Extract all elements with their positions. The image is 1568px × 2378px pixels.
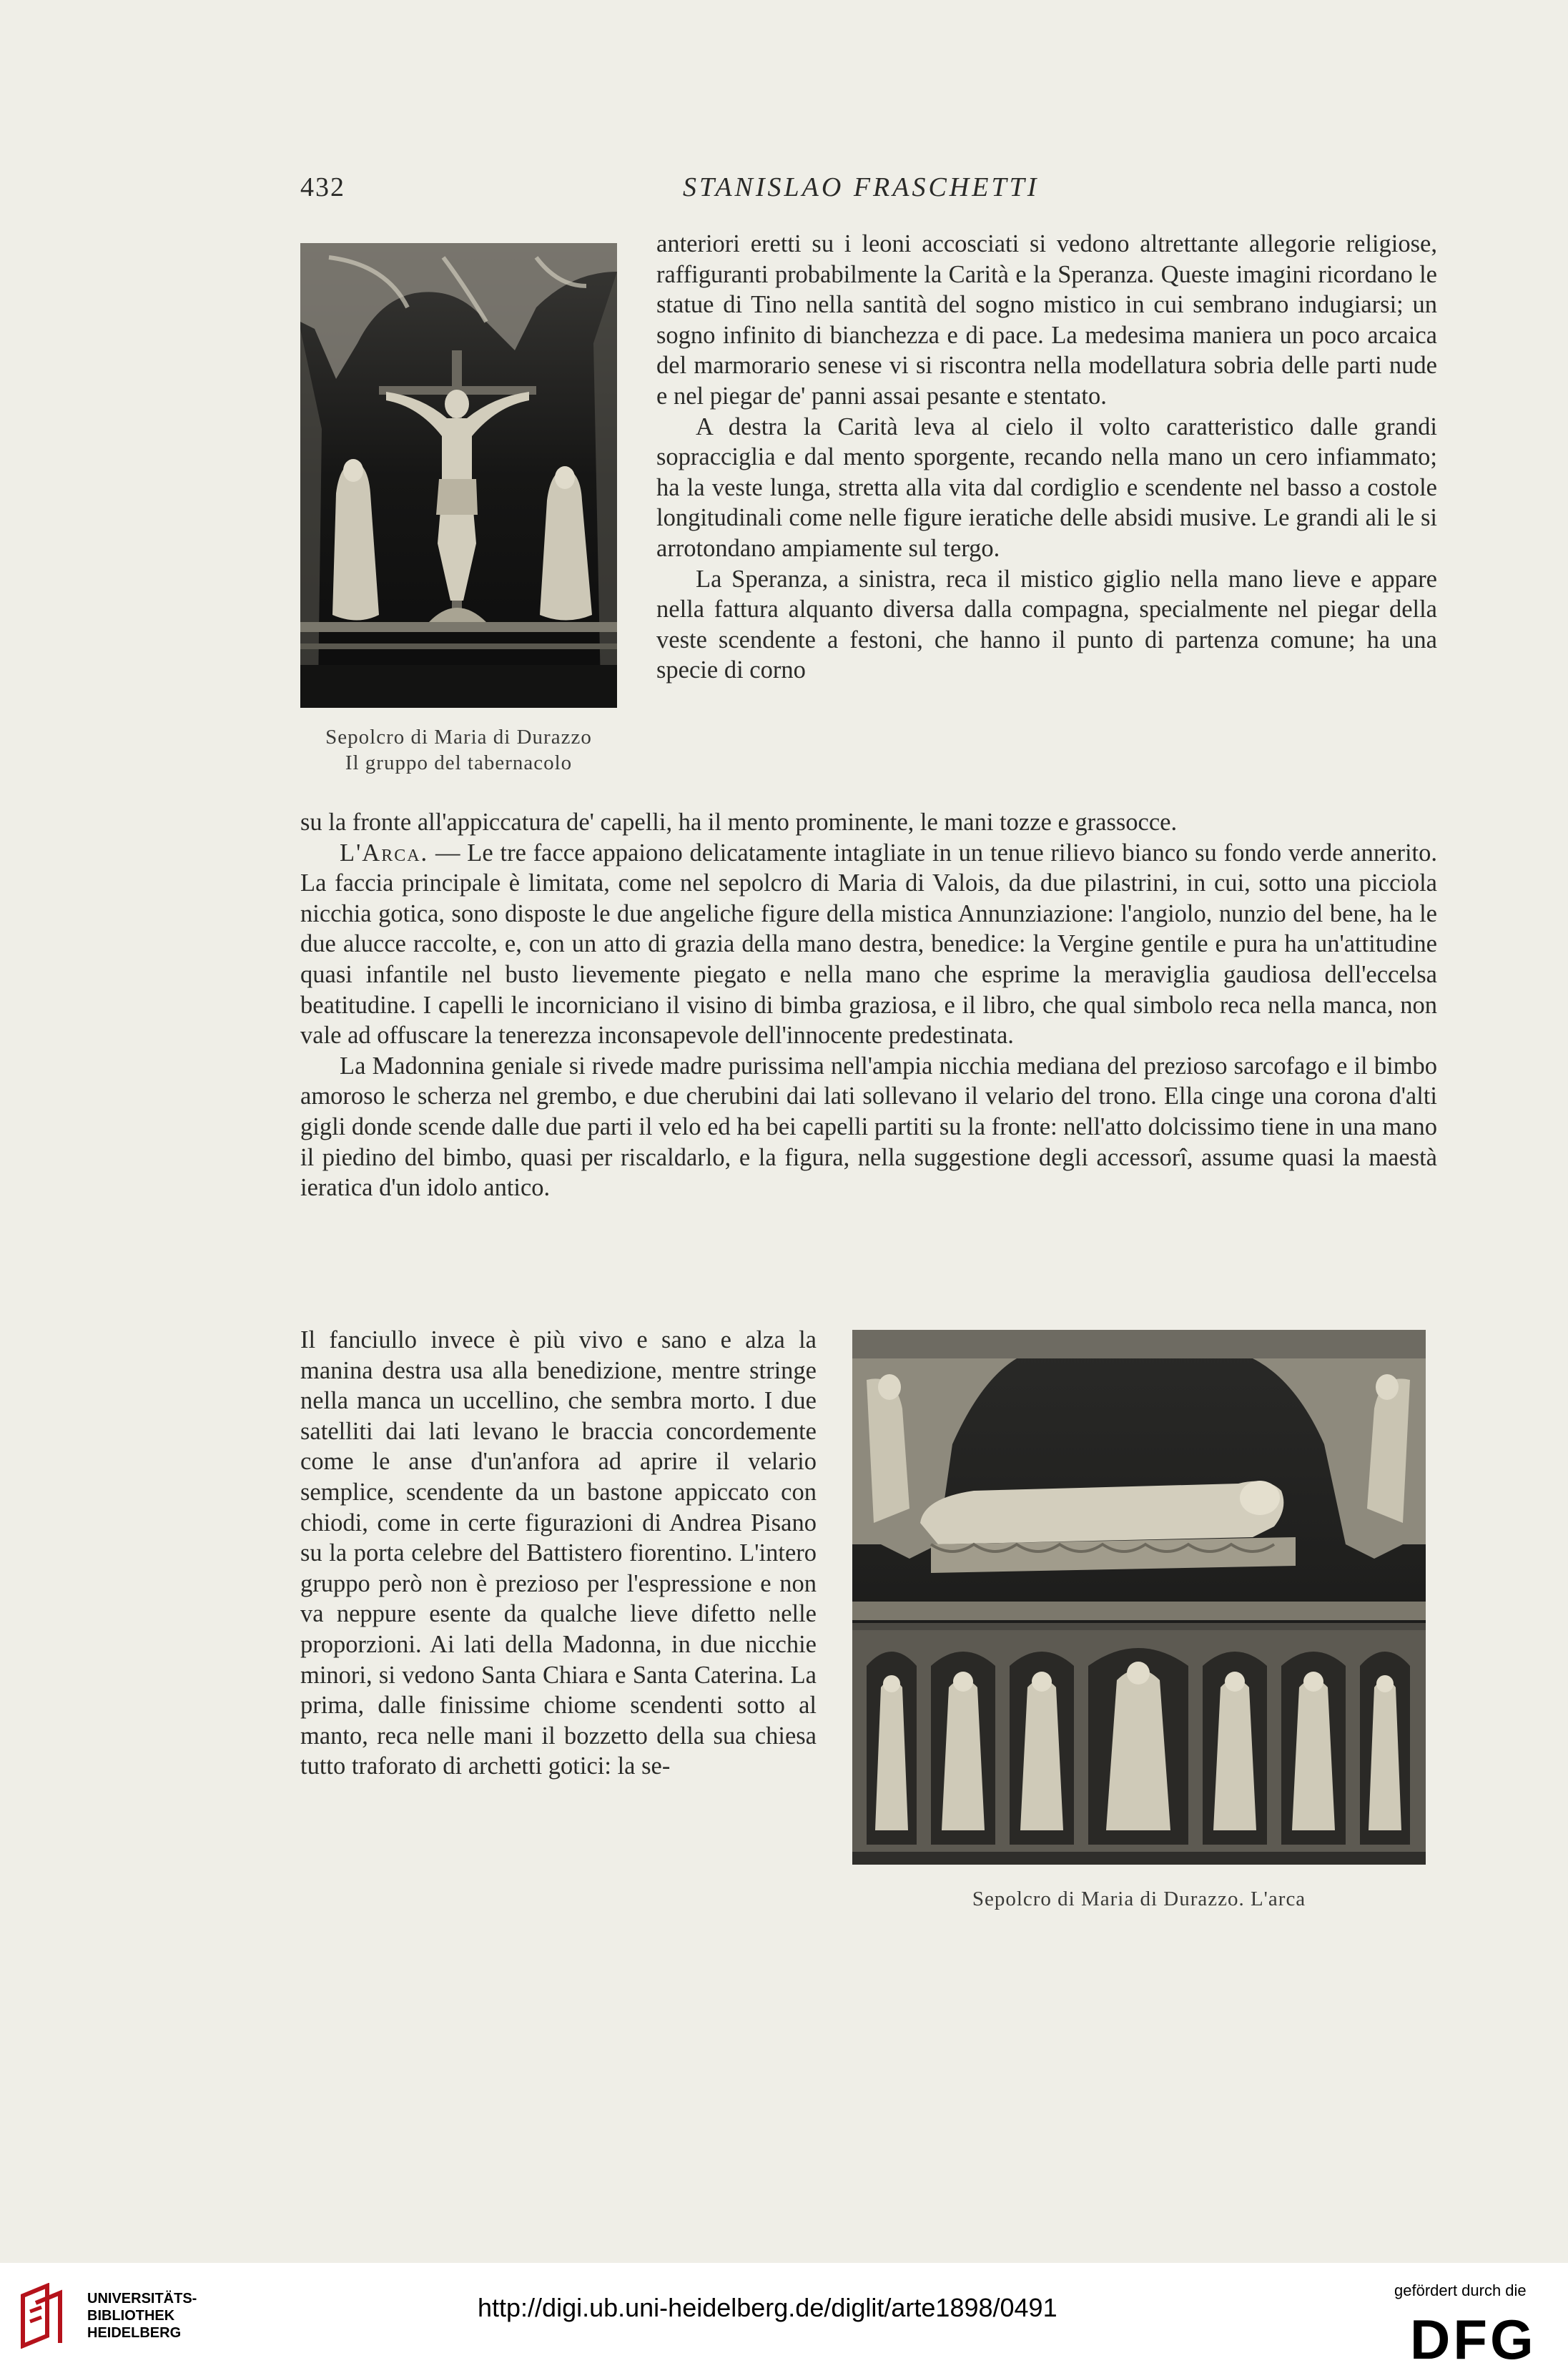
- library-name: [87, 2290, 197, 2342]
- crucifixion-photo-illustration: [300, 243, 617, 708]
- library-name-line: UNIVERSITÄTS-: [87, 2291, 197, 2307]
- paragraph: La Speranza, a sinistra, reca il mistico giglio nella mano lieve e appare nella fattura alquanto diversa dalla compagna, specialmente nel piegar della veste scendente a festoni, che hanno il punto di partenza comune; ha una specie di corno: [656, 565, 1437, 684]
- paragraph: Il fanciullo invece è più vivo e sano e alza la manina destra usa alla benedizione, mentre stringe nella manca un uccellino, che sembra morto. I due satelliti dai lati levano le braccia concordemente come le anse d'un'anfora ad aprire il velario semplice, scendente da un bastone appiccato con chiodi, come in certe figurazioni di Andrea Pisano su la porta celebre del Battistero fiorentino. L'intero gruppo però non è prezioso per l'espressione e non va neppure esente da qualche lieve difetto nelle proporzioni. Ai lati della Madonna, in due nicchie minori, si vedono Santa Chiara e Santa Caterina. La prima, dalle finissime chiome scendenti sotto al manto, reca nelle mani il bozzetto della sua chiesa tutto traforato di archetti gotici: la se-: [300, 1326, 817, 1780]
- permalink-url[interactable]: http://digi.ub.uni-heidelberg.de/diglit/arte1898/0491: [478, 2293, 1057, 2322]
- paragraph-text: — Le tre facce appaiono delicatamente intagliate in un tenue rilievo bianco su fondo verde annerito. La faccia principale è limitata, come nel sepolcro di Maria di Valois, da due pilastrini, in cui, sotto una picciola nicchia gotica, sono disposte le due angeliche figure della mistica Annunziazione: l'angiolo, nunzio del bene, ha le due alucce raccolte, e, con un atto di grazia della mano destra, benedice: la Vergine gentile e pura ha un'attitudine quasi infantile nel busto lievemente piegato e nella mano che esprime la meraviglia gaudiosa dell'eccelsa beatitudine. I capelli le incorniciano il visino di bimba graziosa, e il libro, che qual simbolo reca nella manca, non vale ad offuscare la tenerezza inconsapevole dell'innocente predestinata.: [300, 839, 1437, 1050]
- digitization-footer: [0, 2263, 1568, 2378]
- section-heading: L'Arca.: [340, 839, 429, 867]
- sarcophagus-photo-illustration: [852, 1330, 1426, 1865]
- paragraph-continuation: su la fronte all'appiccatura de' capelli, ha il mento prominente, le mani tozze e grassocce.: [300, 809, 1178, 836]
- body-text-left-column: [300, 1325, 817, 1782]
- page-number: 432: [300, 172, 345, 202]
- photo-tabernacle-group: [300, 243, 617, 708]
- university-library-logo-icon[interactable]: [16, 2283, 72, 2349]
- library-name-line: HEIDELBERG: [87, 2325, 182, 2341]
- paragraph: [300, 838, 1437, 1051]
- paragraph: A destra la Carità leva al cielo il volto caratteristico dalle grandi sopracciglia e dal mento sporgente, recando nella mano un cero infiammato; ha la veste lunga, stretta alla vita dal cordiglio e scendente nel basso a costole longitudinali come nelle figure ieratiche delle absidi musive. Le grandi ali le si arrotondano ampiamente sul tergo.: [656, 413, 1437, 562]
- figure-caption-subtitle: Il gruppo del tabernacolo: [345, 751, 573, 774]
- running-header: [0, 172, 1568, 214]
- body-text-right-column: [656, 229, 1437, 686]
- funded-by-label: gefördert durch die: [1394, 2281, 1527, 2299]
- paragraph: anteriori eretti su i leoni accosciati si vedono altrettante allegorie religiose, raffiguranti probabilmente la Carità e la Speranza. Queste imagini ricordano le statue di Tino nella santità del sogno mistico in cui sembrano indugiarsi; un sogno infinito di bianchezza e di pace. La medesima maniera un poco arcaica del marmorario senese vi si riscontra nella modellatura sobria delle parti nude e nel piegar de' panni assai pesante e stentato.: [656, 230, 1437, 410]
- running-title: STANISLAO FRASCHETTI: [683, 172, 1040, 202]
- library-name-line: BIBLIOTHEK: [87, 2308, 175, 2324]
- photo-sarcophagus-arca: [852, 1330, 1426, 1865]
- paragraph: La Madonnina geniale si rivede madre purissima nell'ampia nicchia mediana del prezioso sarcofago e il bimbo amoroso le scherza nel grembo, e due cherubini dai lati sollevano il velario del trono. Ella cinge una corona d'alti gigli donde scende dalle due parti il velo ed ha bei capelli partiti su la fronte: nell'atto dolcissimo tiene in una mano il piedino del bimbo, quasi per riscaldarlo, e la figura, nella suggestione degli accessorî, assume quasi la maestà ieratica d'un idolo antico.: [300, 1052, 1437, 1202]
- figure-caption: Sepolcro di Maria di Durazzo. L'arca: [972, 1888, 1306, 1910]
- figure-caption: Sepolcro di Maria di Durazzo: [325, 726, 592, 749]
- dfg-logo: DFG: [1410, 2308, 1537, 2371]
- body-text-full-width: [300, 807, 1437, 1203]
